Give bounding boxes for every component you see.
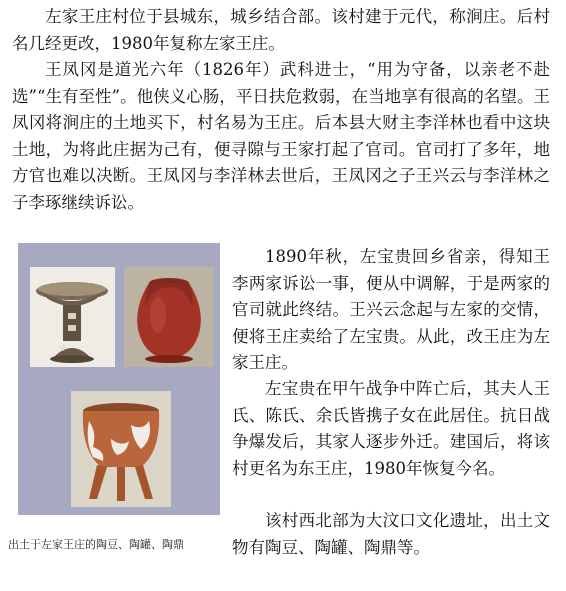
pottery-dou-photo xyxy=(30,267,115,367)
pottery-ding-photo xyxy=(71,391,171,507)
paragraph-village-intro: 左家王庄村位于县城东，城乡结合部。该村建于元代，称涧庄。后村名几经更改，1980年复称左家王庄。 xyxy=(12,7,550,53)
artifact-photo-panel xyxy=(18,243,220,515)
paragraph-dawenkou-site: 该村西北部为大汶口文化遗址，出土文物有陶豆、陶罐、陶鼎等。 xyxy=(232,511,550,557)
pottery-jar-photo xyxy=(124,267,214,367)
paragraph-zuo-baogui-mediation: 1890年秋，左宝贵回乡省亲，得知王李两家诉讼一事，便从中调解，于是两家的官司就此终结。王兴云念起与左家的交情，便将王庄卖给了左宝贵。从此，改王庄为左家王庄。 xyxy=(232,247,550,372)
figure-caption: 出土于左家王庄的陶豆、陶罐、陶鼎 xyxy=(8,538,184,551)
paragraph-wang-fenggang: 王凤冈是道光六年（1826年）武科进士，“用为守备，以亲老不赴选”“生有至性”。他侠义心肠，平日扶危救弱，在当地享有很高的名望。王凤冈将涧庄的土地买下，村名易为王庄。后本县大财主李洋林也看中这块土地，为将此庄据为己有，便寻隙与王家打起了官司。官司打了多年，地方官也难以决断。王凤冈与李洋林去世后，王凤冈之子王兴云与李洋林之子李琢继续诉讼。 xyxy=(12,60,550,212)
paragraph-village-history: 左宝贵在甲午战争中阵亡后，其夫人王氏、陈氏、余氏皆携子女在此居住。抗日战争爆发后，其家人逐步外迁。建国后，将该村更名为东王庄，1980年恢复今名。 xyxy=(232,379,550,478)
